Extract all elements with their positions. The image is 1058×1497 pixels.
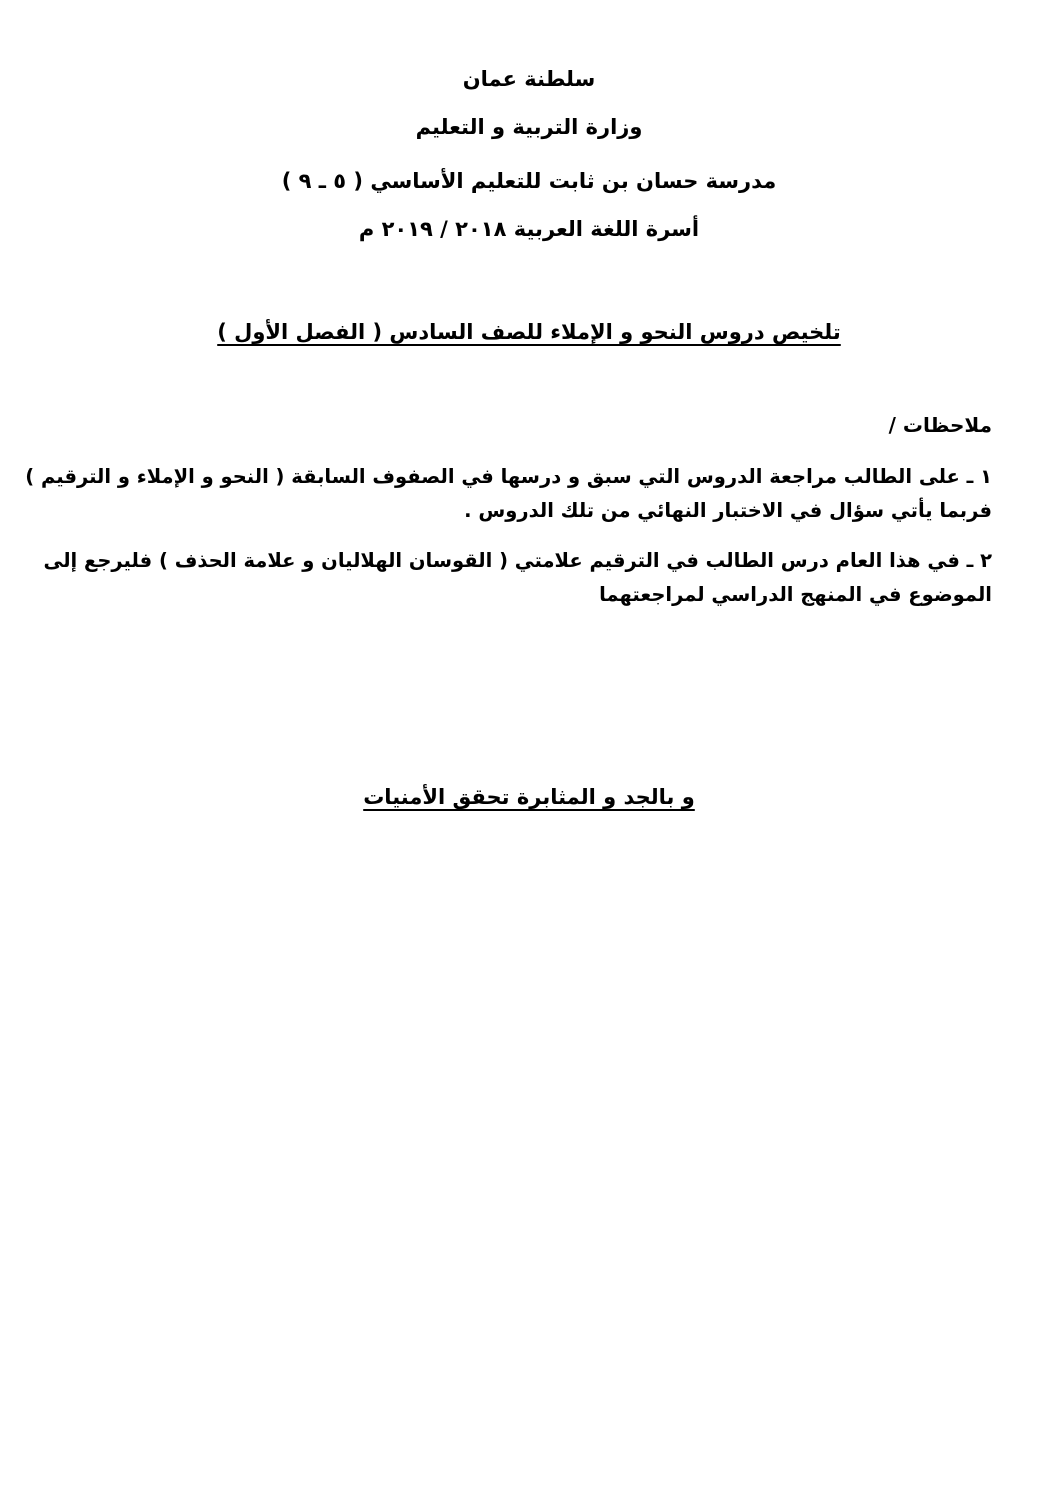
header-ministry: وزارة التربية و التعليم xyxy=(415,115,643,139)
closing-phrase xyxy=(0,782,1058,812)
note-item-1 xyxy=(25,460,992,528)
document-title xyxy=(0,317,1058,347)
note-2-line-2: الموضوع في المنهج الدراسي لمراجعتهما xyxy=(599,583,992,606)
note-1-line-1: ١ ـ على الطالب مراجعة الدروس التي سبق و درسها في الصفوف السابقة ( النحو و الإملاء و الترقيم ) xyxy=(25,465,992,488)
header-country: سلطنة عمان xyxy=(462,67,596,91)
closing-phrase-text: و بالجد و المثابرة تحقق الأمنيات xyxy=(363,785,695,809)
note-item-2 xyxy=(43,544,992,612)
note-2-line-1: ٢ ـ في هذا العام درس الطالب في الترقيم علامتي ( القوسان الهلاليان و علامة الحذف ) فليرجع إلى xyxy=(43,549,992,572)
header-department: أسرة اللغة العربية ٢٠١٨ / ٢٠١٩ م xyxy=(358,217,700,241)
notes-heading: ملاحظات / xyxy=(888,413,992,437)
document-title-text: تلخيص دروس النحو و الإملاء للصف السادس ( الفصل الأول ) xyxy=(217,320,841,344)
note-1-line-2: فربما يأتي سؤال في الاختبار النهائي من تلك الدروس . xyxy=(464,499,992,522)
header-school: مدرسة حسان بن ثابت للتعليم الأساسي ( ٥ ـ ٩ ) xyxy=(281,169,777,193)
